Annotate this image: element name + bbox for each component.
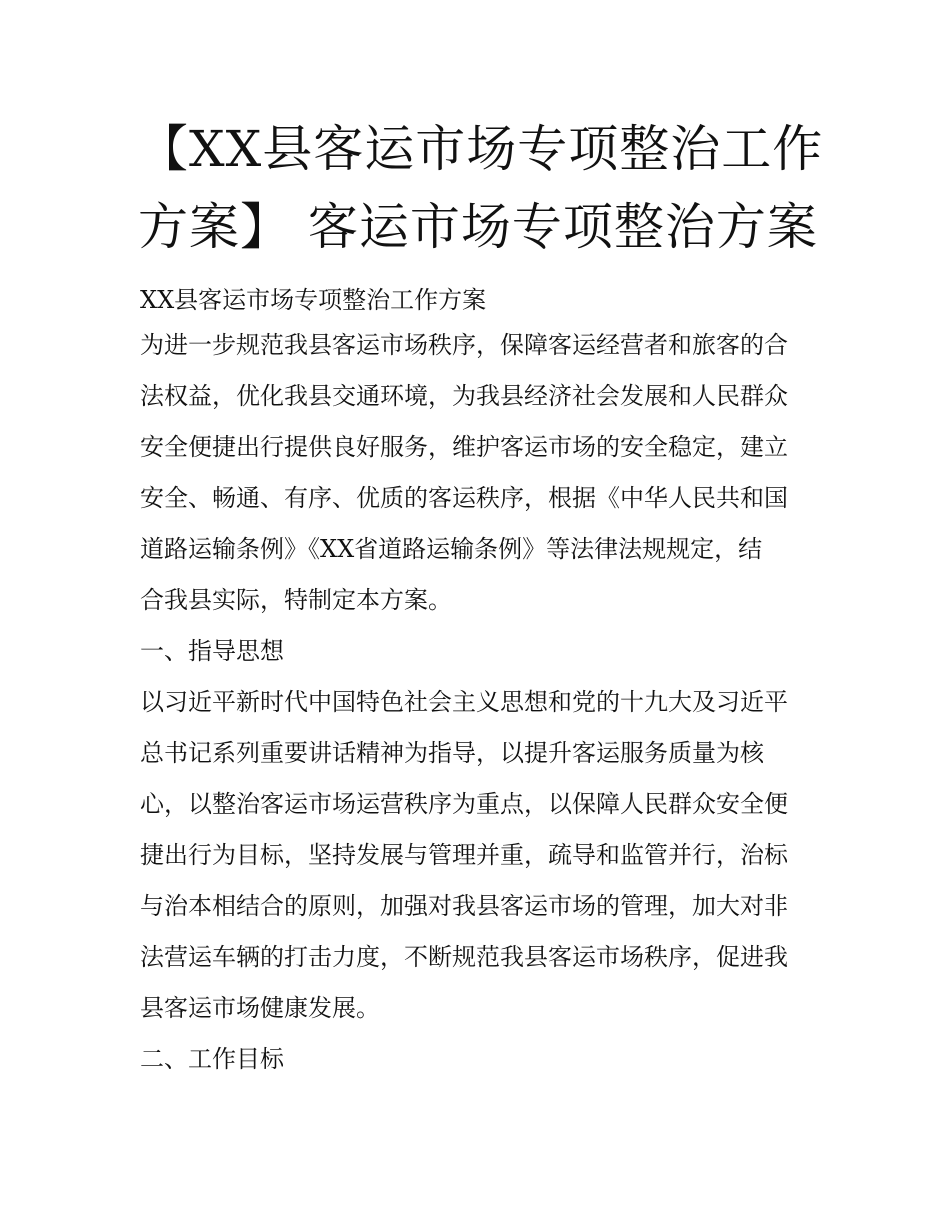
- document-body: [140, 280, 830, 1085]
- section-heading-work-goals: 二、工作目标: [140, 1045, 284, 1073]
- document-subtitle: XX县客运市场专项整治工作方案: [140, 286, 487, 314]
- intro-paragraph: 为进一步规范我县客运市场秩序，保障客运经营者和旅客的合 法权益，优化我县交通环境，为我县经济社会发展和人民群众 安全便捷出行提供良好服务，维护客运市场的安全稳定，建立 安全、畅通、有序、优质的客运秩序，根据《中华人民共和国 道路运输条例》《XX省道路运输条例》等法律法规规定，结 合我县实际，特制定本方案。: [140, 331, 788, 614]
- section-heading-guiding-ideology: 一、指导思想: [140, 637, 284, 665]
- document-title: 【XX县客运市场专项整治工作 方案】 客运市场专项整治方案: [138, 120, 824, 256]
- section-paragraph-guiding-ideology: 以习近平新时代中国特色社会主义思想和党的十九大及习近平 总书记系列重要讲话精神为指导，以提升客运服务质量为核 心，以整治客运市场运营秩序为重点，以保障人民群众安全便 捷出行为目标，坚持发展与管理并重，疏导和监管并行，治标 与治本相结合的原则，加强对我县客运市场的管理，加大对非 法营运车辆的打击力度，不断规范我县客运市场秩序，促进我 县客运市场健康发展。: [140, 688, 788, 1022]
